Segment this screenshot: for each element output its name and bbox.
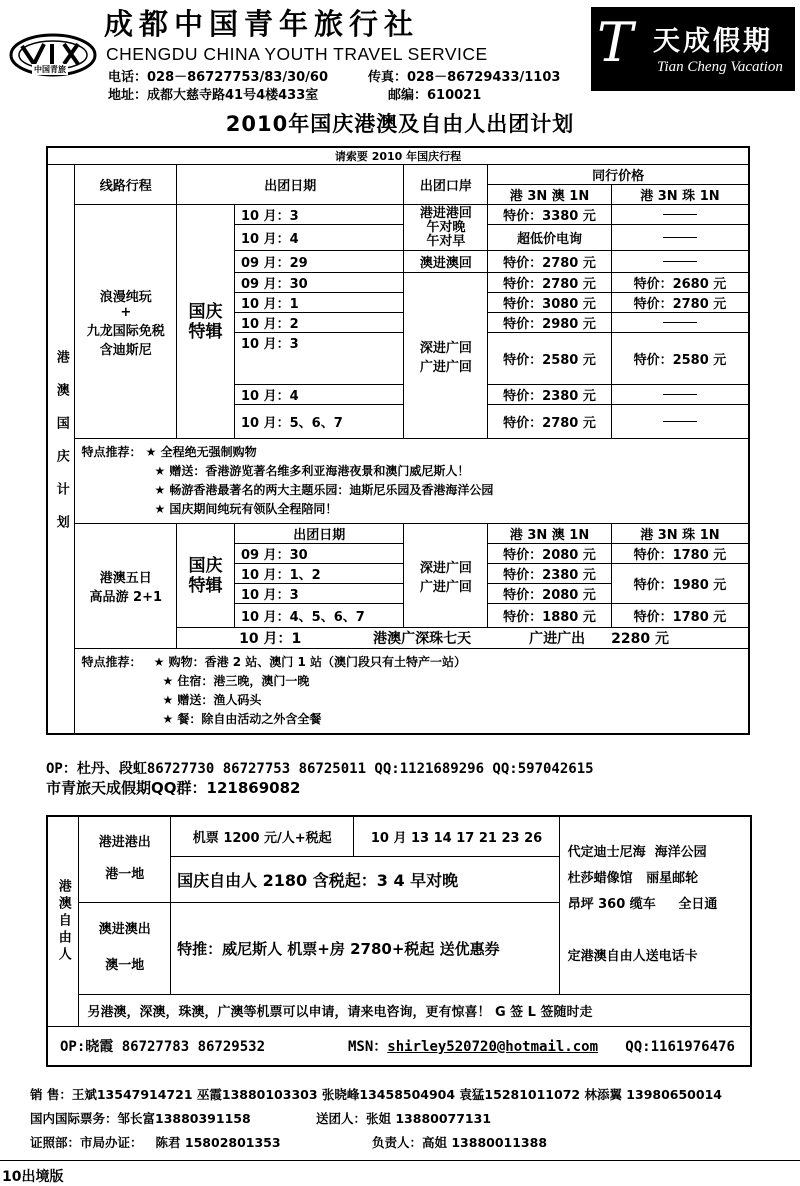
route-line: 九龙国际免税	[86, 323, 165, 339]
last-row	[177, 628, 749, 649]
route-line: 含迪斯尼	[99, 342, 152, 358]
features-cell	[75, 439, 749, 524]
price-cell: 特价：2780 元	[488, 405, 612, 439]
features-label: 特点推荐：	[81, 655, 142, 669]
op-line: OP：杜丹、段虹86727730 86727753 86725011 QQ:1121689296 QQ:597042615	[46, 761, 594, 777]
date-cell: 10 月：2	[235, 313, 404, 333]
msn-email[interactable]: shirley520720@hotmail.com	[387, 1038, 599, 1055]
special-label: 国庆特辑	[177, 205, 235, 439]
brand-mark-icon: T	[597, 11, 634, 74]
price-dash	[611, 385, 749, 405]
price-cell: 特价：1980 元	[611, 564, 749, 604]
header-hk-zh: 港 3N 珠 1N	[611, 185, 749, 205]
manager: 负责人：高姐 13880011388	[372, 1135, 548, 1150]
price-cell: 特价：3080 元	[488, 293, 612, 313]
footer-label: 10出境版	[2, 1169, 64, 1185]
date-cell: 10 月：4、5、6、7	[235, 604, 404, 628]
price-cell: 特价：2380 元	[488, 564, 612, 584]
hk-dates: 10 月 13 14 17 21 23 26	[354, 816, 559, 856]
port-line: 广进广回	[419, 359, 472, 375]
zip: 邮编：610021	[388, 88, 482, 103]
side-label	[47, 816, 79, 1026]
feature-item: ★ 畅游香港最著名的两大主题乐园：迪斯尼乐园及香港海洋公园	[154, 483, 494, 497]
intl-ticket: 国内国际票务：邹长富13880391158	[30, 1111, 251, 1126]
price-cell: 特价：2780 元	[611, 293, 749, 313]
route-line: 浪漫纯玩	[99, 289, 152, 305]
price-dash	[611, 313, 749, 333]
port-line: 深进广回	[419, 340, 472, 356]
side-label	[47, 165, 75, 735]
special-label: 国庆特辑	[177, 524, 235, 628]
features-cell	[75, 649, 749, 735]
port-line: 深进广回	[419, 560, 472, 576]
logo	[8, 32, 98, 78]
header-hk-mo: 港 3N 澳 1N	[488, 185, 612, 205]
date-cell: 10 月：5、6、7	[235, 405, 404, 439]
date-cell: 10 月：3	[235, 205, 404, 225]
brand-block	[591, 7, 795, 91]
price-dash	[611, 251, 749, 273]
date-cell: 10 月：4	[235, 225, 404, 251]
port-line: 午对晚	[426, 219, 466, 235]
price-cell: 特价：1880 元	[488, 604, 612, 628]
tour-table	[46, 146, 750, 735]
route-line: 澳一地	[105, 958, 145, 973]
port-line: 广进广回	[419, 579, 472, 595]
mo-route	[79, 902, 171, 994]
price-cell: 特价：1780 元	[611, 544, 749, 564]
qq-group: 市青旅天成假期QQ群：121869082	[46, 779, 301, 797]
brand-name-en: Tian Cheng Vacation	[657, 59, 783, 75]
brand-name-cn: 天成假期	[653, 26, 773, 57]
date-cell: 09 月：30	[235, 544, 404, 564]
address: 地址：成都大慈寺路41号4楼433室	[108, 88, 319, 103]
price-cell: 特价：2080 元	[488, 544, 612, 564]
route-line: +	[120, 304, 132, 320]
extra-item: 定港澳自由人送电话卡	[567, 949, 698, 965]
port-line: 午对早	[426, 233, 466, 249]
sales: 销 售：王斌13547914721 巫霞13880103303 张晓峰13458504904 袁猛15281011072 林添翼 13980650014	[30, 1087, 722, 1102]
features-label: 特点推荐：	[81, 445, 142, 459]
route-line: 港进港出	[98, 835, 151, 851]
hk-ticket: 机票 1200 元/人+税起	[171, 816, 354, 856]
hk-route	[79, 816, 171, 902]
route-cell	[75, 205, 177, 439]
send-off: 送团人：张姐 13880077131	[316, 1111, 492, 1126]
price-cell: 特价：2080 元	[488, 584, 612, 604]
price-cell: 特价：1780 元	[611, 604, 749, 628]
date-cell: 10 月：1、2	[235, 564, 404, 584]
last-row-route: 港澳广深珠七天	[373, 631, 472, 647]
extra-item: 杜莎蜡像馆 丽星邮轮	[567, 871, 699, 887]
route-cell	[75, 524, 177, 649]
route-line: 港一地	[105, 867, 145, 883]
price-dash	[611, 205, 749, 225]
route-line: 高品游 2+1	[89, 590, 163, 605]
price-cell: 特价：2580 元	[611, 333, 749, 385]
date-cell: 10 月：4	[235, 385, 404, 405]
extras-cell	[559, 816, 751, 994]
price-dash	[611, 225, 749, 251]
side-label-text: 港澳国庆计划	[53, 350, 69, 548]
header-date: 出团日期	[177, 165, 404, 205]
msn-label: MSN：	[348, 1038, 388, 1055]
price-dash	[611, 405, 749, 439]
port-line: 港进港回	[419, 205, 472, 221]
logo-caption: 中国青旅	[34, 65, 66, 74]
date-cell: 10 月：3	[235, 333, 404, 385]
header-port: 出团口岸	[404, 165, 488, 205]
extra-item: 昂坪 360 缆车 全日通	[567, 897, 718, 913]
feature-item: ★ 餐：除自由活动之外含全餐	[162, 712, 322, 726]
date-header: 出团日期	[235, 524, 404, 544]
port-cell	[404, 205, 488, 251]
price-cell: 特价：2680 元	[611, 273, 749, 293]
date-cell: 10 月：3	[235, 584, 404, 604]
date-cell: 09 月：29	[235, 251, 404, 273]
fax: 传真：028－86729433/1103	[368, 70, 561, 85]
visa: 证照部：市局办证： 陈君 15802801353	[30, 1135, 281, 1150]
company-title-en: CHENGDU CHINA YOUTH TRAVEL SERVICE	[106, 44, 488, 64]
hk-holiday: 国庆自由人 2180 含税起：3 4 早对晚	[171, 856, 560, 902]
price-cell: 特价：2380 元	[488, 385, 612, 405]
feature-item: ★ 全程绝无强制购物	[145, 445, 257, 459]
date-cell: 10 月：1	[235, 293, 404, 313]
extra-item: 代定迪士尼海 海洋公园	[567, 845, 707, 861]
last-row-price: 2280 元	[611, 631, 669, 647]
price-cell: 特价：2780 元	[488, 251, 612, 273]
feature-item: ★ 住宿：港三晚，澳门一晚	[162, 674, 310, 688]
header-hk-zh: 港 3N 珠 1N	[611, 524, 749, 544]
footer-rule	[0, 1160, 800, 1161]
last-row-date: 10 月：1	[239, 631, 302, 647]
port-cell: 澳进澳回	[404, 251, 488, 273]
document-title: 2010年国庆港澳及自由人出团计划	[225, 112, 575, 136]
feature-item: ★ 赠送：香港游览著名维多利亚海港夜景和澳门威尼斯人！	[154, 464, 470, 478]
qq: QQ:1161976476	[625, 1038, 735, 1055]
price-cell: 特价：2780 元	[488, 273, 612, 293]
feature-item: ★ 赠送：渔人码头	[162, 693, 262, 707]
price-cell: 特价：2580 元	[488, 333, 612, 385]
port-cell	[404, 524, 488, 628]
company-title: 成都中国青年旅行社	[104, 7, 420, 41]
op-row	[47, 1026, 751, 1066]
op2: OP:晓霞 86727783 86729532	[60, 1038, 266, 1055]
feature-item: ★ 国庆期间纯玩有领队全程陪同！	[154, 502, 338, 516]
mo-offer: 特推：威尼斯人 机票+房 2780+税起 送优惠券	[171, 902, 560, 994]
table-caption: 请索要 2010 年国庆行程	[47, 147, 749, 165]
phone: 电话：028－86727753/83/30/60	[108, 70, 329, 85]
header-route: 线路行程	[75, 165, 177, 205]
route-line: 港澳五日	[99, 571, 152, 586]
header-price: 同行价格	[488, 165, 749, 185]
price-cell: 特价：3380 元	[488, 205, 612, 225]
route-line: 澳进澳出	[98, 922, 151, 937]
port-cell	[404, 273, 488, 439]
header-hk-mo: 港 3N 澳 1N	[488, 524, 612, 544]
free-travel-table	[46, 815, 752, 1067]
price-cell: 特价：2980 元	[488, 313, 612, 333]
side-label-text: 港澳自由人	[55, 878, 71, 964]
date-cell: 09 月：30	[235, 273, 404, 293]
feature-item: ★ 购物：香港 2 站、澳门 1 站（澳门段只有土特产一站）	[153, 655, 467, 669]
price-cell: 超低价电询	[488, 225, 612, 251]
last-row-port: 广进广出	[529, 631, 586, 647]
note: 另港澳，深澳，珠澳，广澳等机票可以申请，请来电咨询，更有惊喜！ G 签 L 签随时走	[79, 994, 751, 1026]
